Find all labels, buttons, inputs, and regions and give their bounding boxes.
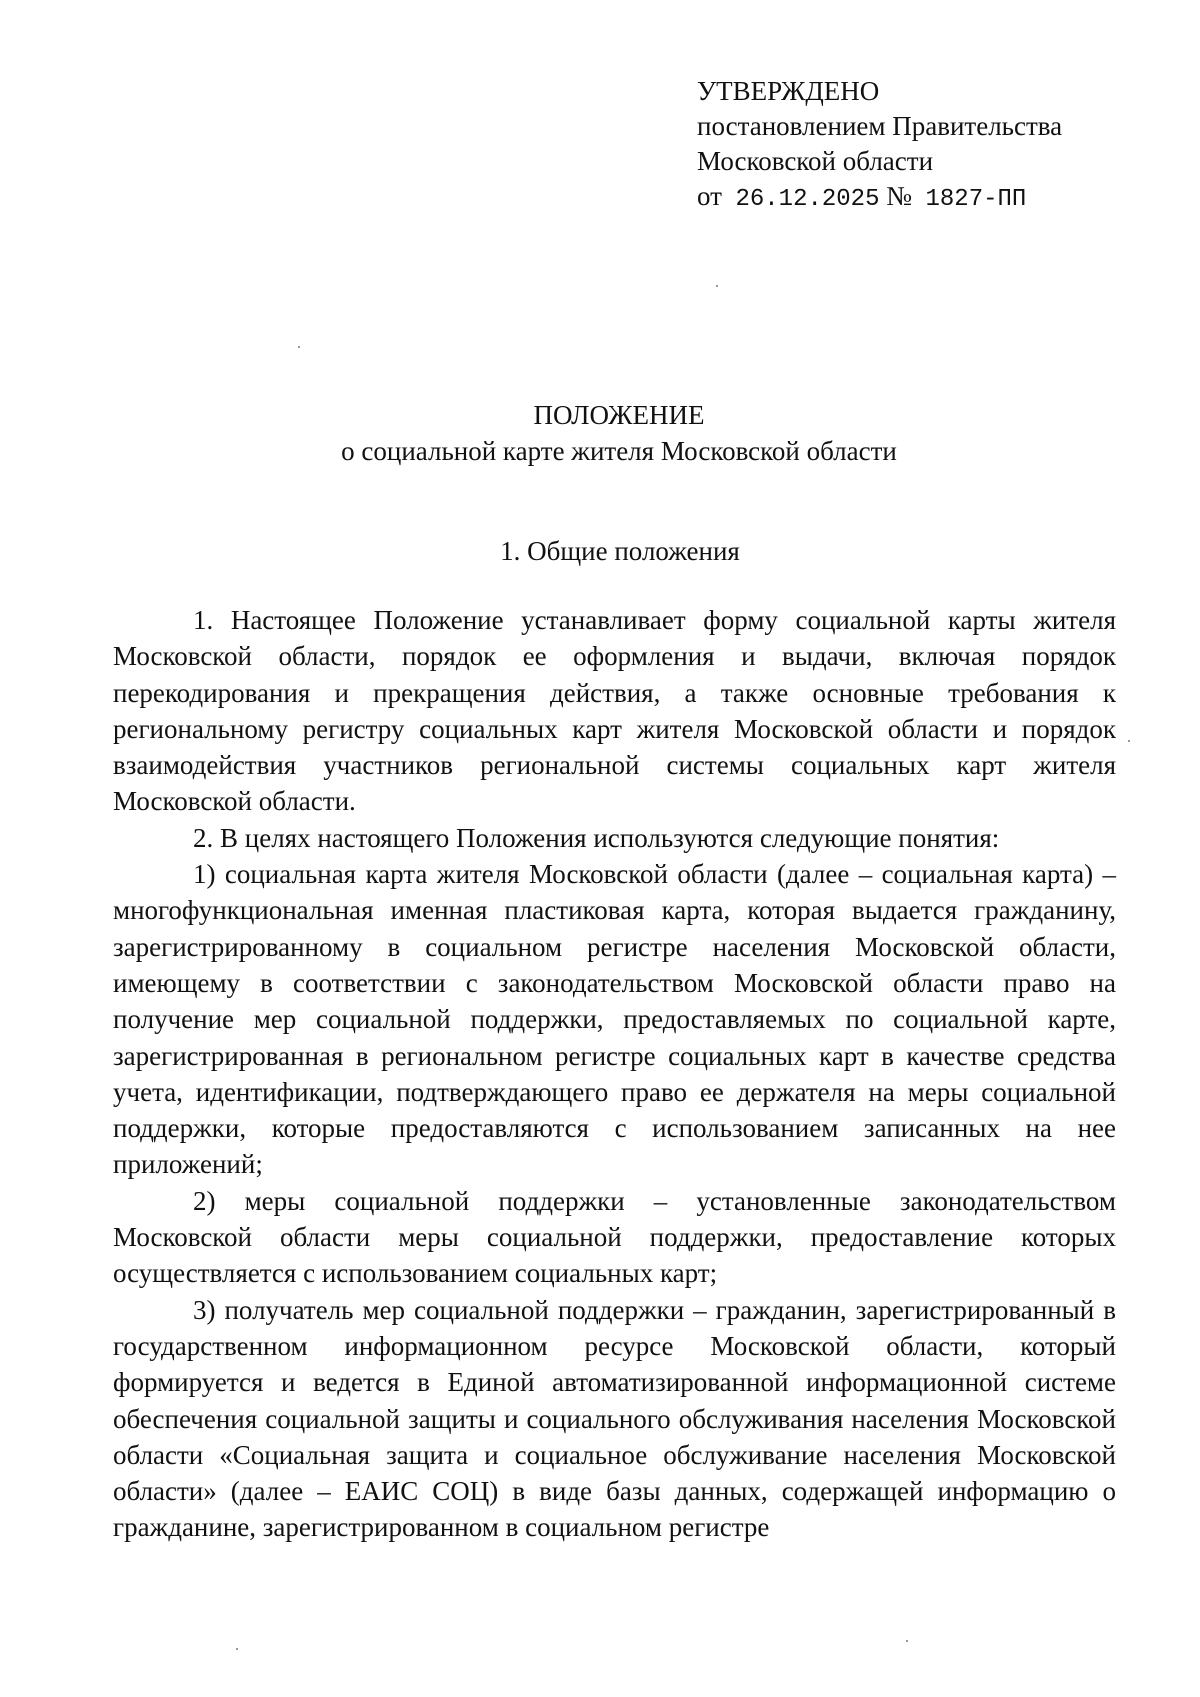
approval-issuer: постановлением Правительства — [697, 111, 1063, 141]
approval-number-sign: № — [886, 181, 912, 211]
paragraph: 2. В целях настоящего Положения используются следующие понятия: — [193, 822, 1000, 853]
approval-date-line — [697, 179, 1062, 217]
scan-speck — [716, 285, 718, 287]
document-body — [113, 602, 1116, 1546]
paragraph: 1) социальная карта жителя Московской области (далее – социальная карта) – многофункциональная именная пластиковая карта, которая выдается гражданину, зарегистрированному в социальном регистре населения Московской области, имеющему в соответствии с законодательством Московской области право на получение мер социальной поддержки, предоставляемых по социальной карте, зарегистрированная в региональном регистре социальных карт в качестве средства учета, идентификации, подтверждающего право ее держателя на меры социальной поддержки, которые предоставляются с использованием записанных на нее приложений; — [113, 859, 1116, 1180]
approval-stamp — [697, 74, 1062, 217]
paragraph: 3) получатель мер социальной поддержки – гражданин, зарегистрированный в государственном информационном ресурсе Московской области, который формируется и ведется в Единой автоматизированной информационной системе обеспечения социальной защиты и социального обслуживания населения Московской области «Социальная защита и социальное обслуживание населения Московской области» (далее – ЕАИС СОЦ) в виде базы данных, содержащей информацию о гражданине, зарегистрированном в социальном регистре — [113, 1294, 1116, 1543]
approval-number: 1827-ПП — [925, 186, 1027, 213]
approval-date: 26.12.2025 — [735, 186, 880, 213]
document-title: ПОЛОЖЕНИЕ — [533, 400, 705, 430]
approval-date-prefix: от — [697, 181, 722, 211]
paragraph: 2) меры социальной поддержки – установленные законодательством Московской области меры социальной поддержки, предоставление которых осуществляется с использованием социальных карт; — [113, 1185, 1116, 1289]
section-title: 1. Общие положения — [500, 536, 740, 566]
scan-speck — [1128, 740, 1130, 742]
scan-speck — [236, 1648, 238, 1650]
approval-heading: УТВЕРЖДЕНО — [697, 76, 880, 106]
scan-speck — [906, 1640, 908, 1642]
document-subtitle: о социальной карте жителя Московской области — [341, 436, 897, 466]
approval-region: Московской области — [697, 146, 934, 176]
paragraph: 1. Настоящее Положение устанавливает форму социальной карты жителя Московской области, порядок ее оформления и выдачи, включая порядок перекодирования и прекращения действия, а также основные требования к региональному регистру социальных карт жителя Московской области и порядок взаимодействия участников региональной системы социальных карт жителя Московской области. — [113, 605, 1116, 817]
scan-speck — [298, 346, 300, 348]
